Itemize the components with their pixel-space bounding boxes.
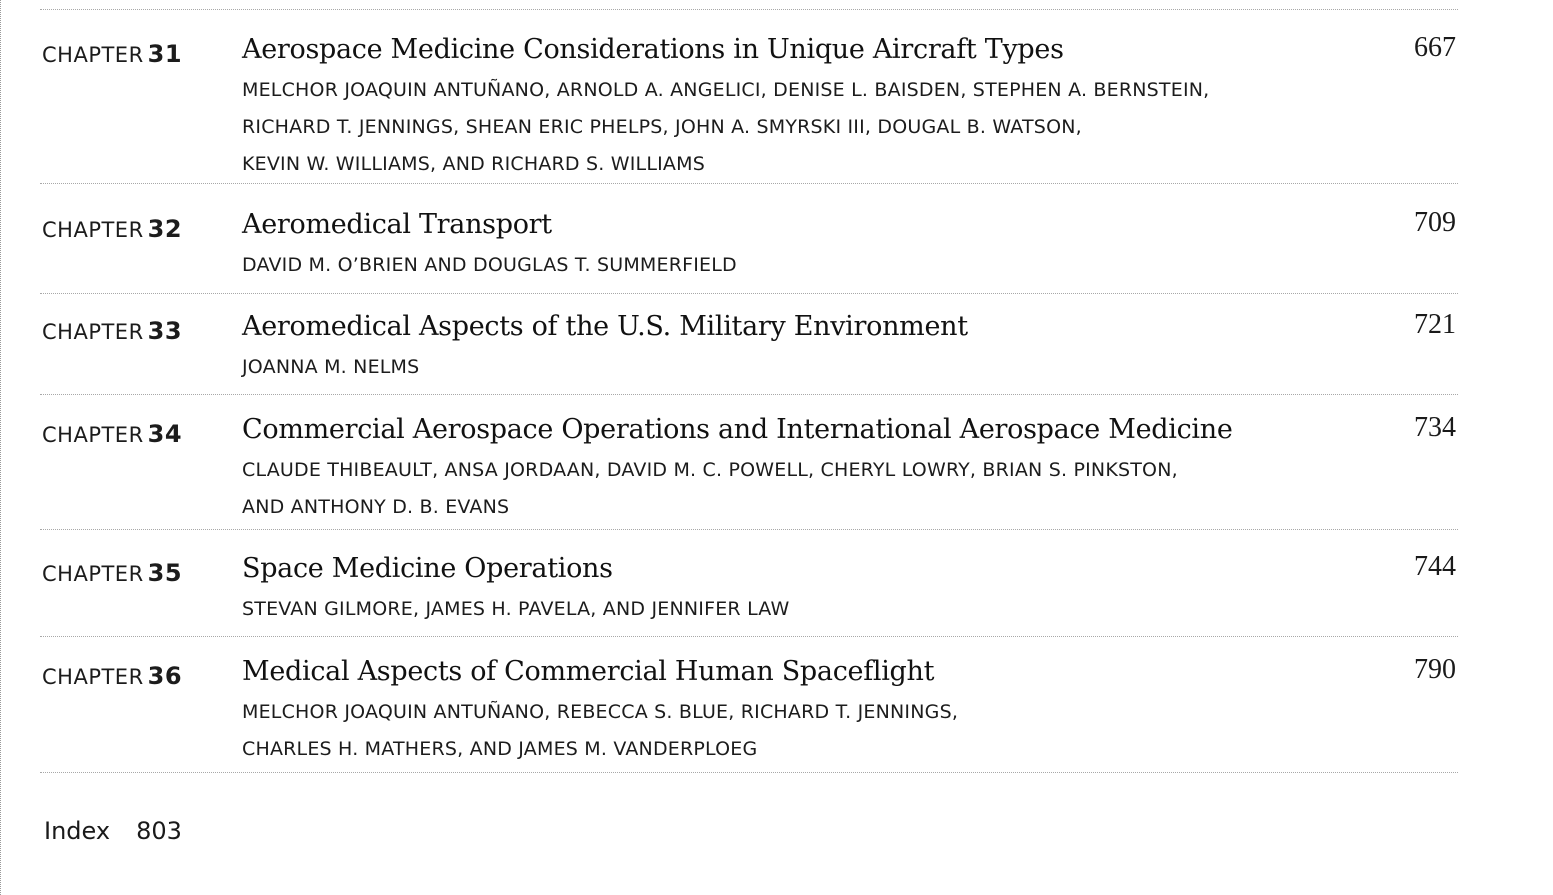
chapter-label (42, 40, 182, 68)
chapter-word: CHAPTER (42, 423, 144, 447)
index-label: Index (44, 817, 111, 845)
author-line: MELCHOR JOAQUIN ANTUÑANO, ARNOLD A. ANGELICI, DENISE L. BAISDEN, STEPHEN A. BERNSTEIN, (242, 79, 1210, 101)
chapter-label (42, 215, 182, 243)
author-line: DAVID M. O’BRIEN AND DOUGLAS T. SUMMERFIELD (242, 254, 737, 276)
chapter-number: 36 (147, 662, 183, 690)
entry-divider (40, 772, 1458, 773)
chapter-authors (242, 694, 1362, 768)
author-line: CHARLES H. MATHERS, AND JAMES M. VANDERPLOEG (242, 738, 758, 760)
chapter-number: 34 (147, 420, 183, 448)
chapter-title: Commercial Aerospace Operations and International Aerospace Medicine (242, 414, 1233, 445)
chapter-label (42, 420, 182, 448)
page-edge (0, 0, 4, 895)
entry-divider (40, 293, 1458, 294)
entry-divider (40, 394, 1458, 395)
chapter-page-number: 744 (1414, 551, 1456, 582)
chapter-title: Aerospace Medicine Considerations in Unique Aircraft Types (242, 34, 1064, 65)
author-line: AND ANTHONY D. B. EVANS (242, 496, 510, 518)
entry-divider (40, 529, 1458, 530)
author-line: STEVAN GILMORE, JAMES H. PAVELA, AND JENNIFER LAW (242, 598, 790, 620)
chapter-title: Medical Aspects of Commercial Human Spaceflight (242, 656, 935, 687)
chapter-authors (242, 247, 1362, 284)
chapter-page-number: 790 (1414, 654, 1456, 685)
toc-entry-chapter-34 (40, 412, 1458, 530)
author-line: RICHARD T. JENNINGS, SHEAN ERIC PHELPS, JOHN A. SMYRSKI III, DOUGAL B. WATSON, (242, 116, 1082, 138)
toc-entry-chapter-31 (40, 32, 1458, 184)
toc-entry-chapter-36 (40, 654, 1458, 773)
chapter-page-number: 721 (1414, 309, 1456, 340)
chapter-word: CHAPTER (42, 218, 144, 242)
chapter-page-number: 709 (1414, 207, 1456, 238)
author-line: KEVIN W. WILLIAMS, AND RICHARD S. WILLIAMS (242, 153, 705, 175)
chapter-label (42, 317, 182, 345)
chapter-page-number: 667 (1414, 32, 1456, 63)
toc-entry-chapter-35 (40, 551, 1458, 637)
chapter-word: CHAPTER (42, 562, 144, 586)
chapter-label (42, 662, 182, 690)
author-line: MELCHOR JOAQUIN ANTUÑANO, REBECCA S. BLUE, RICHARD T. JENNINGS, (242, 701, 959, 723)
chapter-number: 32 (147, 215, 183, 243)
chapter-authors (242, 591, 1362, 628)
index-page-number: 803 (136, 817, 182, 845)
chapter-number: 33 (147, 317, 183, 345)
chapter-word: CHAPTER (42, 43, 144, 67)
chapter-title: Aeromedical Transport (242, 209, 552, 240)
entry-divider (40, 183, 1458, 184)
chapter-word: CHAPTER (42, 665, 144, 689)
entry-divider (40, 636, 1458, 637)
chapter-page-number: 734 (1414, 412, 1456, 443)
author-line: JOANNA M. NELMS (242, 356, 420, 378)
chapter-authors (242, 349, 1362, 386)
toc-entry-chapter-32 (40, 207, 1458, 294)
chapter-number: 31 (147, 40, 183, 68)
toc-entry-chapter-33 (40, 309, 1458, 395)
chapter-number: 35 (147, 559, 183, 587)
chapter-title: Aeromedical Aspects of the U.S. Military Environment (242, 311, 968, 342)
chapter-authors (242, 452, 1362, 526)
top-divider (40, 9, 1458, 10)
chapter-word: CHAPTER (42, 320, 144, 344)
chapter-title: Space Medicine Operations (242, 553, 613, 584)
chapter-authors (242, 72, 1362, 183)
chapter-label (42, 559, 182, 587)
author-line: CLAUDE THIBEAULT, ANSA JORDAAN, DAVID M. C. POWELL, CHERYL LOWRY, BRIAN S. PINKSTON, (242, 459, 1178, 481)
toc-entry-index (44, 817, 182, 845)
